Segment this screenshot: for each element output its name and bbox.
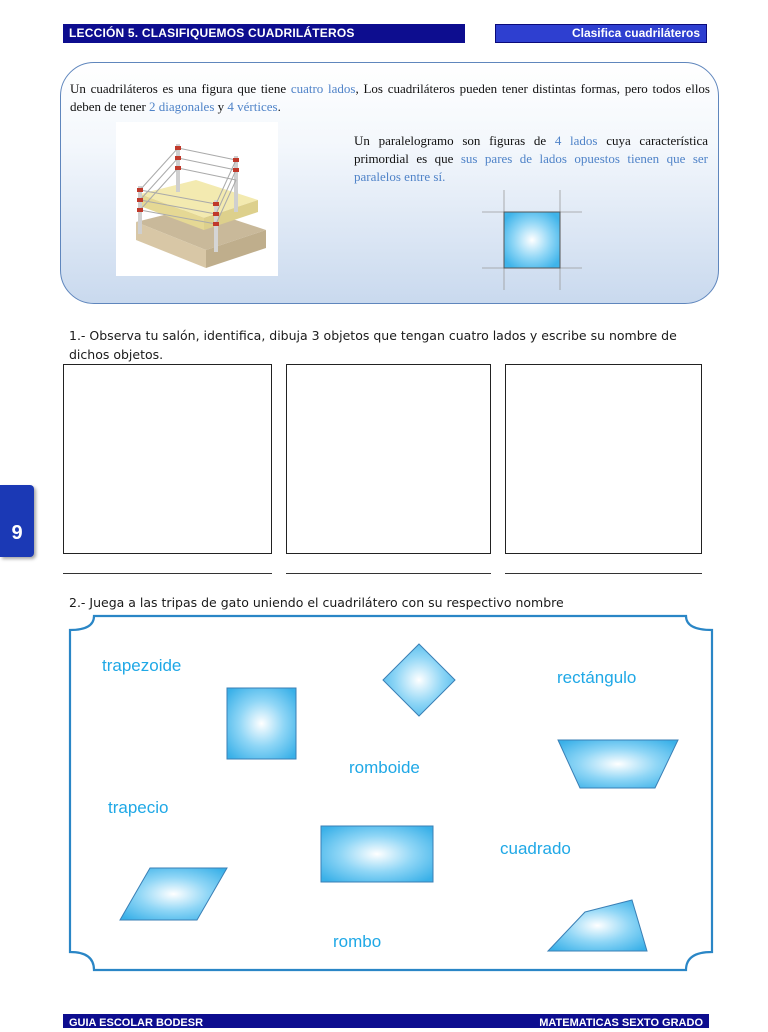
- highlight-4-lados: 4 lados: [554, 133, 598, 148]
- highlight-diagonales: 2 diagonales: [149, 99, 215, 114]
- rhombus-shape[interactable]: [383, 644, 455, 716]
- rectangle-shape[interactable]: [321, 826, 433, 882]
- page-number-tab: 9: [0, 485, 34, 557]
- shape-name-rectangulo: rectángulo: [557, 668, 637, 687]
- highlight-cuatro-lados: cuatro lados: [290, 81, 356, 96]
- footer-left-text: GUIA ESCOLAR BODESR: [69, 1017, 204, 1029]
- shape-name-romboide: romboide: [349, 758, 420, 777]
- topic-bar: Clasifica cuadriláteros: [495, 24, 707, 43]
- exercise-1-instruction: 1.- Observa tu salón, identifica, dibuja 3 objetos que tengan cuatro lados y escribe su nombre de dichos objetos.: [69, 328, 677, 362]
- shape-name-rombo: rombo: [333, 932, 382, 951]
- irregular-quadrilateral-shape[interactable]: [548, 900, 647, 951]
- highlight-paralelos: sus pares de lados opuestos tienen que ser paralelos entre sí.: [354, 151, 708, 184]
- exercise-2-instruction: 2.- Juega a las tripas de gato uniendo el cuadrilátero con su respectivo nombre: [69, 595, 564, 610]
- footer-right-text: MATEMATICAS SEXTO GRADO: [539, 1017, 703, 1029]
- shape-name-trapecio: trapecio: [108, 798, 169, 817]
- square-shape[interactable]: [227, 688, 296, 759]
- parallelogram-shape[interactable]: [120, 868, 227, 920]
- highlight-vertices: 4 vértices: [227, 99, 278, 114]
- lesson-title-bar: LECCIÓN 5. CLASIFIQUEMOS CUADRILÁTEROS: [63, 24, 465, 43]
- trapezoid-shape[interactable]: [558, 740, 678, 788]
- shape-name-trapezoide: trapezoide: [102, 656, 182, 675]
- shape-name-cuadrado: cuadrado: [500, 839, 571, 858]
- intro-text: Un cuadriláteros es una figura que tiene cuatro lados, Los cuadriláteros pueden tener distintas formas, pero todos ellos deben de tener 2 diagonales y 4 vértices.: [70, 81, 710, 114]
- footer-bar: [63, 1014, 709, 1028]
- paralelogramo-text: Un paralelogramo son figuras de 4 lados cuya característica primordial es que sus pares de lados opuestos tienen que ser paralelos entre sí.: [354, 133, 708, 184]
